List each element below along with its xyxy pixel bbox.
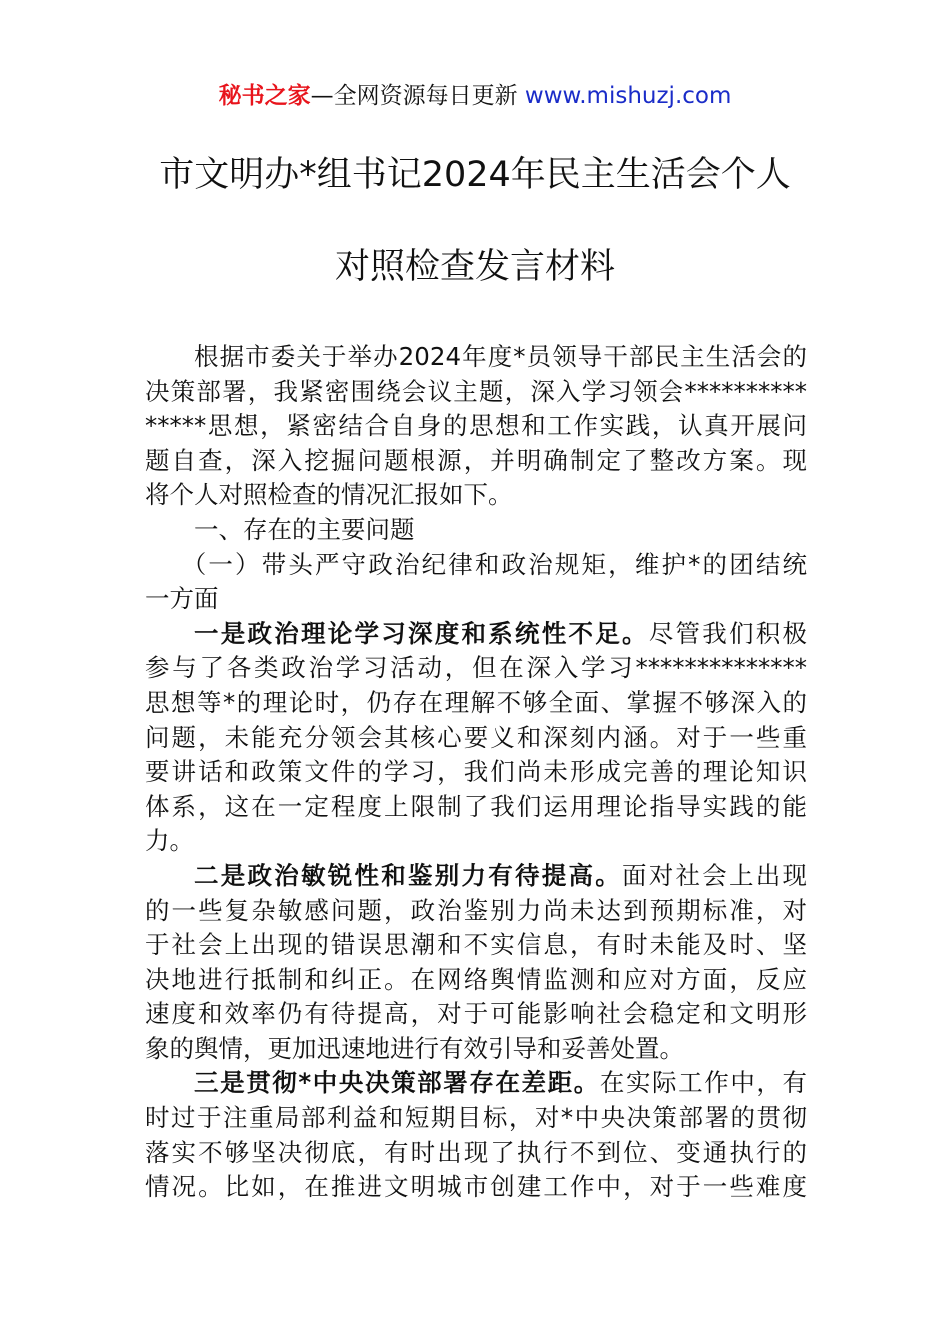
text-line: （一）带头严守政治纪律和政治规矩，维护*的团结统 <box>181 549 807 579</box>
text-line: 一方面 <box>145 584 219 614</box>
section-heading: 一、存在的主要问题 <box>194 514 415 544</box>
text-line: 象的舆情，更加迅速地进行有效引导和妥善处置。 <box>145 1033 684 1063</box>
point-text: 尽管我们积极 <box>648 618 807 648</box>
point-text: 面对社会上出现 <box>622 860 807 890</box>
header-dash: — <box>310 83 334 109</box>
text-line: 于社会上出现的错误思潮和不实信息，有时未能及时、坚 <box>145 930 807 960</box>
header-tagline: 全网资源每日更新 <box>333 83 518 109</box>
subsection-heading <box>145 548 807 617</box>
text-line: *****思想，紧密结合自身的思想和工作实践，认真开展问 <box>145 411 807 441</box>
point-text: 在实际工作中，有 <box>599 1068 808 1098</box>
text-line: 问题，未能充分领会其核心要义和深刻内涵。对于一些重 <box>145 722 807 752</box>
text-line: 决策部署，我紧密围绕会议主题，深入学习领会********** <box>145 376 807 406</box>
text-line: 力。 <box>145 826 194 856</box>
text-line: 落实不够坚决彻底，有时出现了执行不到位、变通执行的 <box>145 1137 807 1167</box>
text-line <box>145 859 807 894</box>
text-line: 要讲话和政策文件的学习，我们尚未形成完善的理论知识 <box>145 757 807 787</box>
document-body <box>145 340 807 1205</box>
point-1-paragraph <box>145 617 807 859</box>
site-url[interactable]: www.mishuzj.com <box>524 83 732 109</box>
text-line: 参与了各类政治学习活动，但在深入学习************** <box>145 653 807 683</box>
point-lead: 三是贯彻*中央决策部署存在差距。 <box>194 1068 600 1098</box>
document-title-line-1: 市文明办*组书记2024年民主生活会个人 <box>159 155 791 195</box>
text-line <box>145 617 807 652</box>
text-line: 速度和效率仍有待提高，对于可能影响社会稳定和文明形 <box>145 999 807 1029</box>
text-line: 题自查，深入挖掘问题根源，并明确制定了整改方案。现 <box>145 445 807 475</box>
text-line: 的一些复杂敏感问题，政治鉴别力尚未达到预期标准，对 <box>145 895 807 925</box>
brand-name: 秘书之家 <box>218 83 311 109</box>
text-line: 根据市委关于举办2024年度*员领导干部民主生活会的 <box>194 342 807 371</box>
site-header <box>0 80 950 112</box>
point-2-paragraph <box>145 859 807 1067</box>
text-line <box>145 1066 807 1101</box>
text-line: 思想等*的理论时，仍存在理解不够全面、掌握不够深入的 <box>145 687 807 717</box>
document-title-line-2: 对照检查发言材料 <box>334 247 615 287</box>
text-line: 将个人对照检查的情况汇报如下。 <box>145 480 513 510</box>
point-lead: 一是政治理论学习深度和系统性不足。 <box>194 618 649 648</box>
text-line: 情况。比如，在推进文明城市创建工作中，对于一些难度 <box>145 1172 807 1202</box>
text-line: 体系，这在一定程度上限制了我们运用理论指导实践的能 <box>145 791 807 821</box>
point-3-paragraph <box>145 1066 807 1204</box>
text-line: 时过于注重局部利益和短期目标，对*中央决策部署的贯彻 <box>145 1103 807 1133</box>
point-lead: 二是政治敏锐性和鉴别力有待提高。 <box>194 860 622 890</box>
intro-paragraph <box>145 340 807 513</box>
text-line: 决地进行抵制和纠正。在网络舆情监测和应对方面，反应 <box>145 964 807 994</box>
